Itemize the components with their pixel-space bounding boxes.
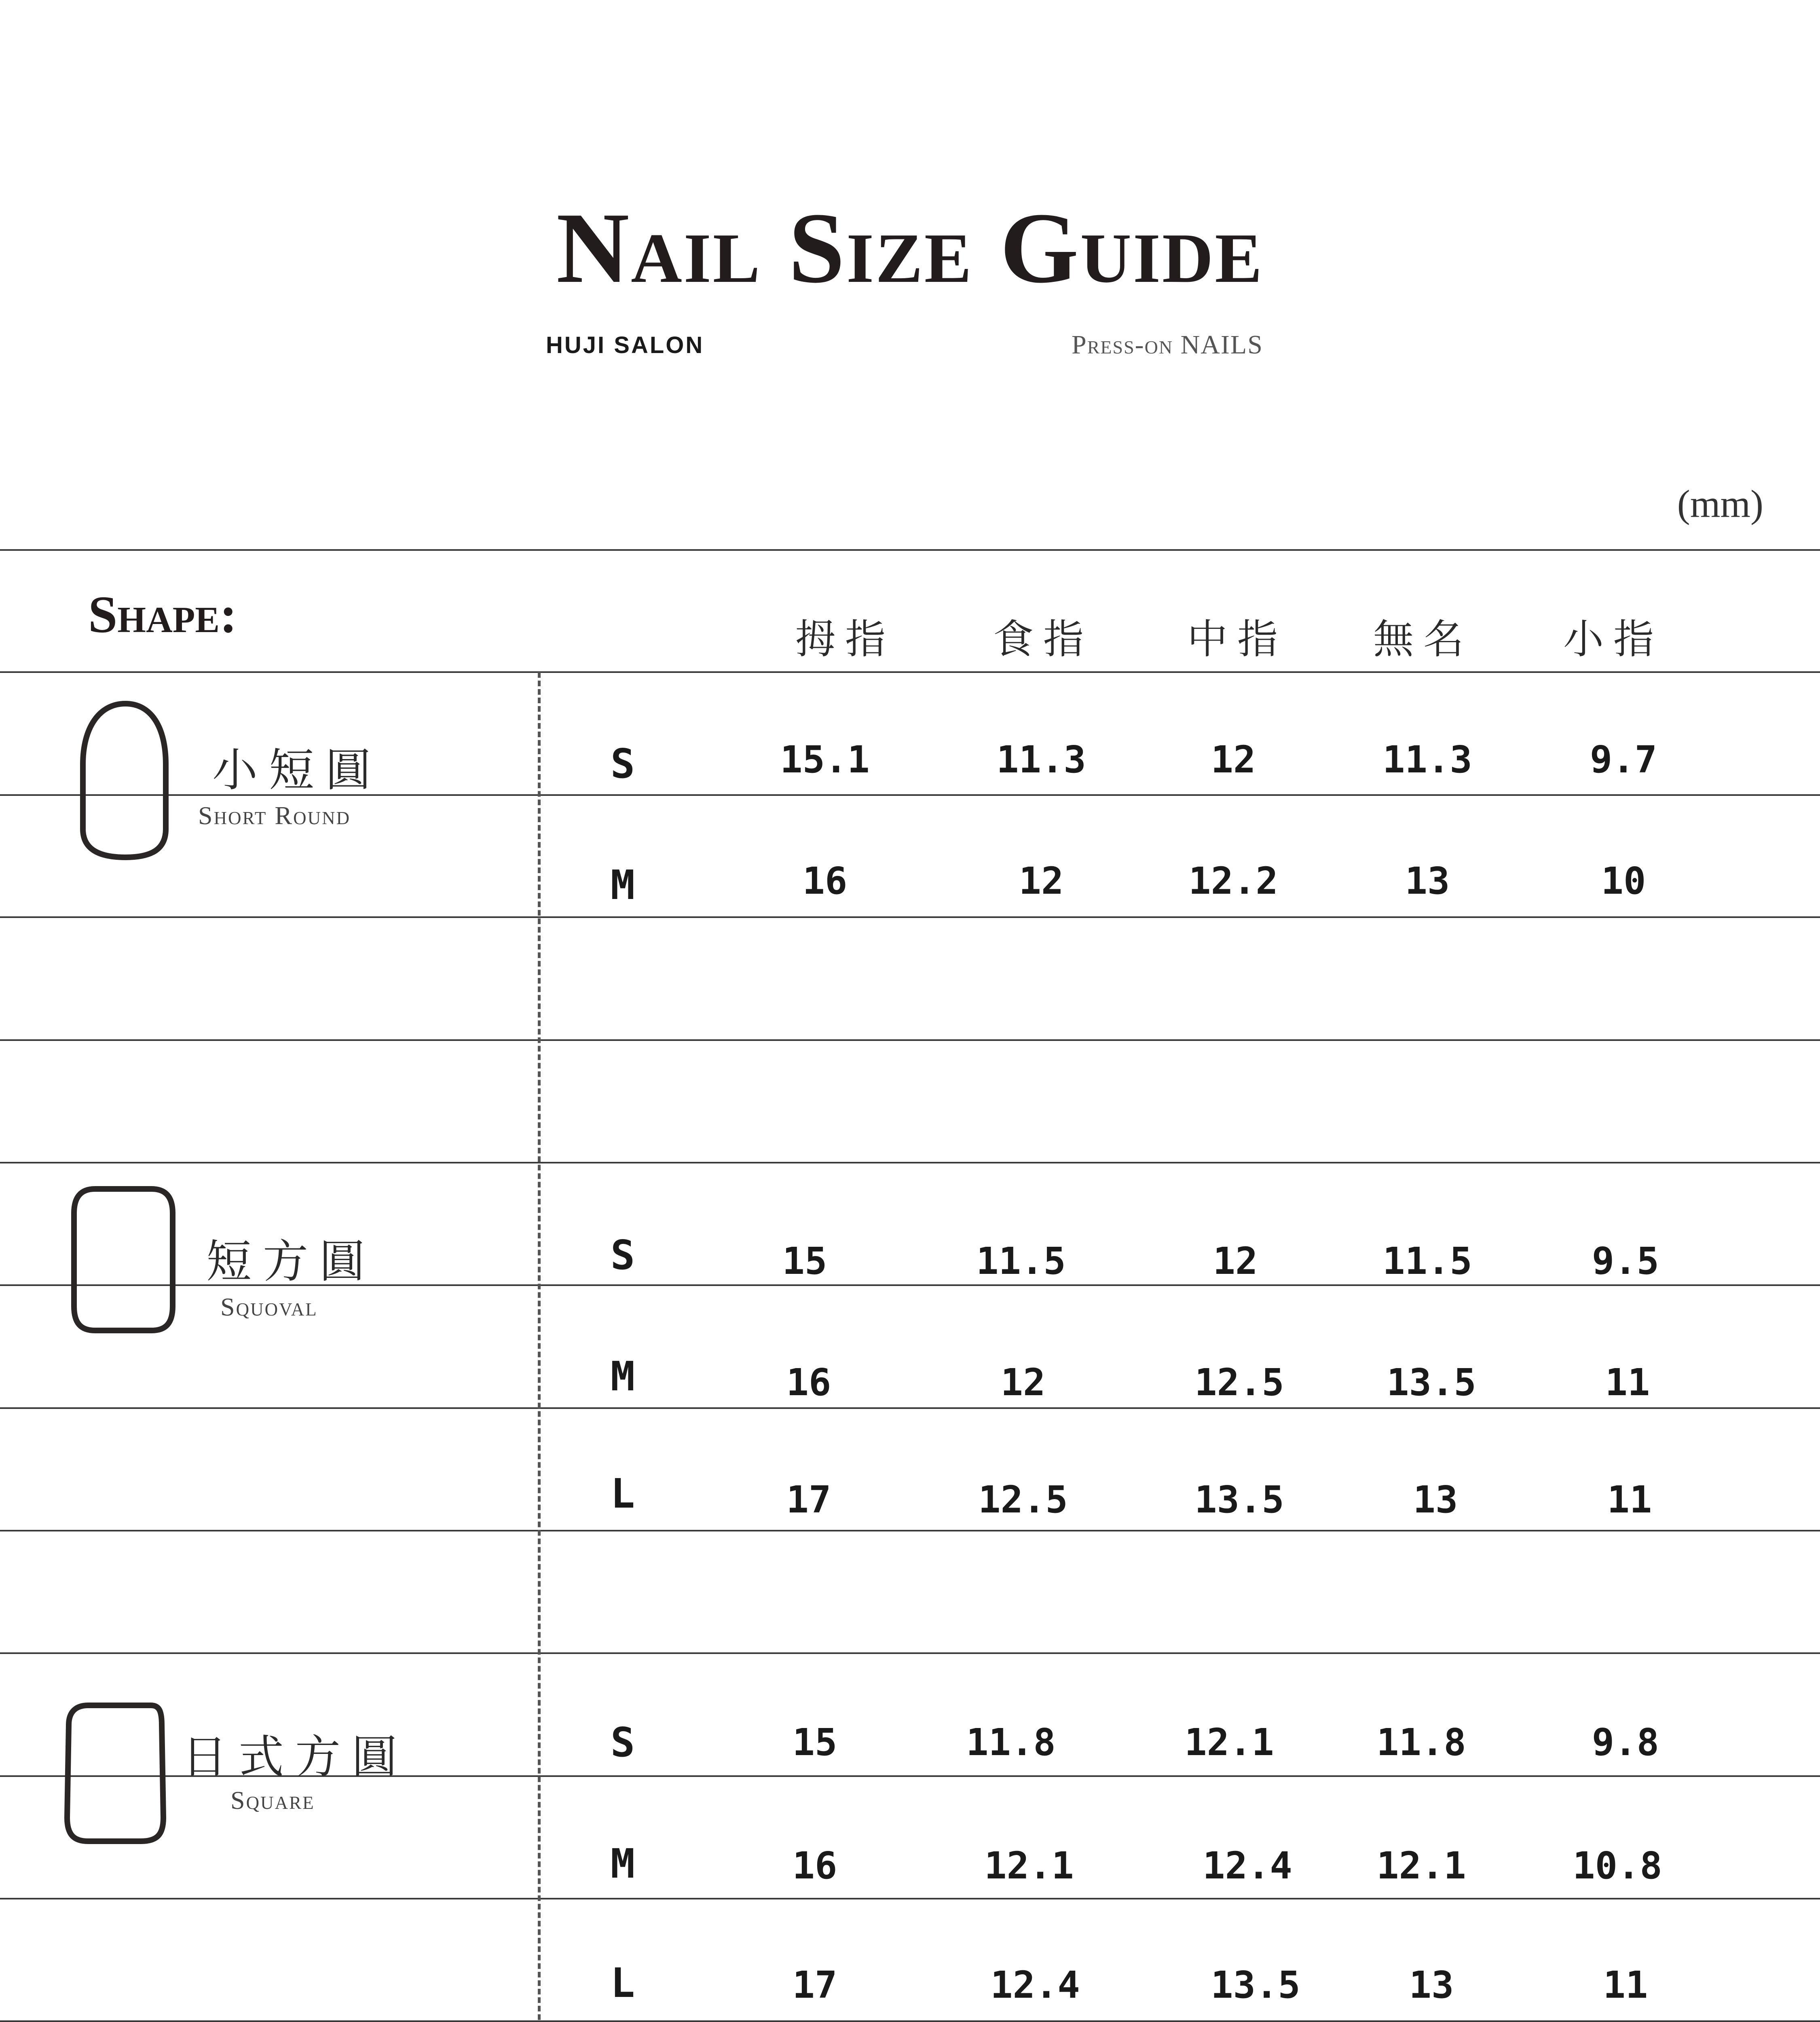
- subtitle: Press-on NAILS: [1072, 330, 1263, 360]
- size-label: S: [610, 1719, 635, 1766]
- value-cell: 12.4: [1203, 1844, 1292, 1887]
- value-cell: 9.5: [1592, 1239, 1659, 1283]
- finger-header-index: 食指: [993, 615, 1093, 663]
- value-cell: 15.1: [780, 738, 870, 781]
- value-cell: 12.2: [1188, 859, 1278, 903]
- value-cell: 16: [792, 1844, 837, 1887]
- value-cell: 11.8: [966, 1721, 1056, 1764]
- row-rule: [0, 1530, 1820, 1531]
- value-cell: 16: [802, 859, 848, 903]
- value-cell: 9.8: [1592, 1721, 1659, 1764]
- value-cell: 13: [1413, 1478, 1458, 1521]
- value-cell: 12.5: [1194, 1361, 1284, 1404]
- value-cell: 13: [1409, 1963, 1454, 2007]
- value-cell: 13: [1405, 859, 1450, 903]
- value-cell: 12.1: [984, 1844, 1074, 1887]
- shape-header: Shape:: [88, 586, 237, 644]
- value-cell: 13.5: [1194, 1478, 1284, 1521]
- size-label: S: [610, 1231, 635, 1279]
- table-top-rule: [0, 549, 1820, 551]
- shape-name-cn: 短方圓: [206, 1235, 376, 1288]
- header-bottom-rule: [0, 671, 1820, 673]
- value-cell: 11: [1607, 1478, 1652, 1521]
- size-label: M: [610, 1840, 635, 1887]
- row-rule: [0, 1039, 1820, 1041]
- value-cell: 11.5: [1382, 1239, 1472, 1283]
- size-label: S: [610, 740, 635, 787]
- column-divider: [538, 672, 541, 2022]
- squoval-nail-icon: [67, 1181, 180, 1339]
- value-cell: 13.5: [1387, 1361, 1476, 1404]
- shape-name-cn: 小短圓: [212, 744, 382, 797]
- unit-label: (mm): [1677, 482, 1763, 525]
- finger-header-middle: 中指: [1187, 615, 1287, 663]
- value-cell: 12.1: [1376, 1844, 1466, 1887]
- short-round-nail-icon: [75, 696, 176, 865]
- size-label: M: [610, 861, 635, 909]
- value-cell: 12.1: [1184, 1721, 1274, 1764]
- size-label: L: [610, 1470, 635, 1517]
- value-cell: 12: [1000, 1361, 1046, 1404]
- value-cell: 11.8: [1376, 1721, 1466, 1764]
- brand-name: HUJI SALON: [546, 332, 704, 358]
- value-cell: 9.7: [1590, 738, 1657, 781]
- value-cell: 12: [1211, 738, 1256, 781]
- value-cell: 11.3: [996, 738, 1086, 781]
- row-rule: [0, 1898, 1820, 1899]
- row-rule: [0, 1407, 1820, 1409]
- value-cell: 11.5: [976, 1239, 1066, 1283]
- value-cell: 12: [1213, 1239, 1258, 1283]
- shape-name-cn: 日式方圓: [182, 1731, 408, 1783]
- value-cell: 12: [1019, 859, 1064, 903]
- value-cell: 15: [792, 1721, 837, 1764]
- finger-header-thumb: 拇指: [795, 615, 895, 663]
- finger-header-ring: 無名: [1373, 615, 1473, 663]
- finger-header-pinky: 小指: [1563, 615, 1664, 663]
- row-rule: [0, 1162, 1820, 1163]
- row-rule: [0, 2020, 1820, 2022]
- size-label: L: [610, 1959, 635, 2007]
- shape-name-en: Squoval: [220, 1292, 318, 1321]
- page-title: Nail Size Guide: [556, 192, 1264, 304]
- row-rule: [0, 916, 1820, 918]
- value-cell: 16: [786, 1361, 831, 1404]
- size-label: M: [610, 1353, 635, 1400]
- value-cell: 10: [1601, 859, 1646, 903]
- value-cell: 15: [782, 1239, 827, 1283]
- value-cell: 11.3: [1382, 738, 1472, 781]
- value-cell: 11: [1605, 1361, 1650, 1404]
- value-cell: 12.5: [978, 1478, 1068, 1521]
- value-cell: 17: [792, 1963, 837, 2007]
- value-cell: 13.5: [1211, 1963, 1300, 2007]
- shape-name-en: Short Round: [198, 801, 351, 830]
- square-nail-icon: [60, 1696, 173, 1850]
- shape-name-en: Square: [230, 1786, 315, 1815]
- row-rule: [0, 1652, 1820, 1654]
- value-cell: 11: [1603, 1963, 1648, 2007]
- value-cell: 17: [786, 1478, 831, 1521]
- value-cell: 12.4: [990, 1963, 1080, 2007]
- value-cell: 10.8: [1573, 1844, 1662, 1887]
